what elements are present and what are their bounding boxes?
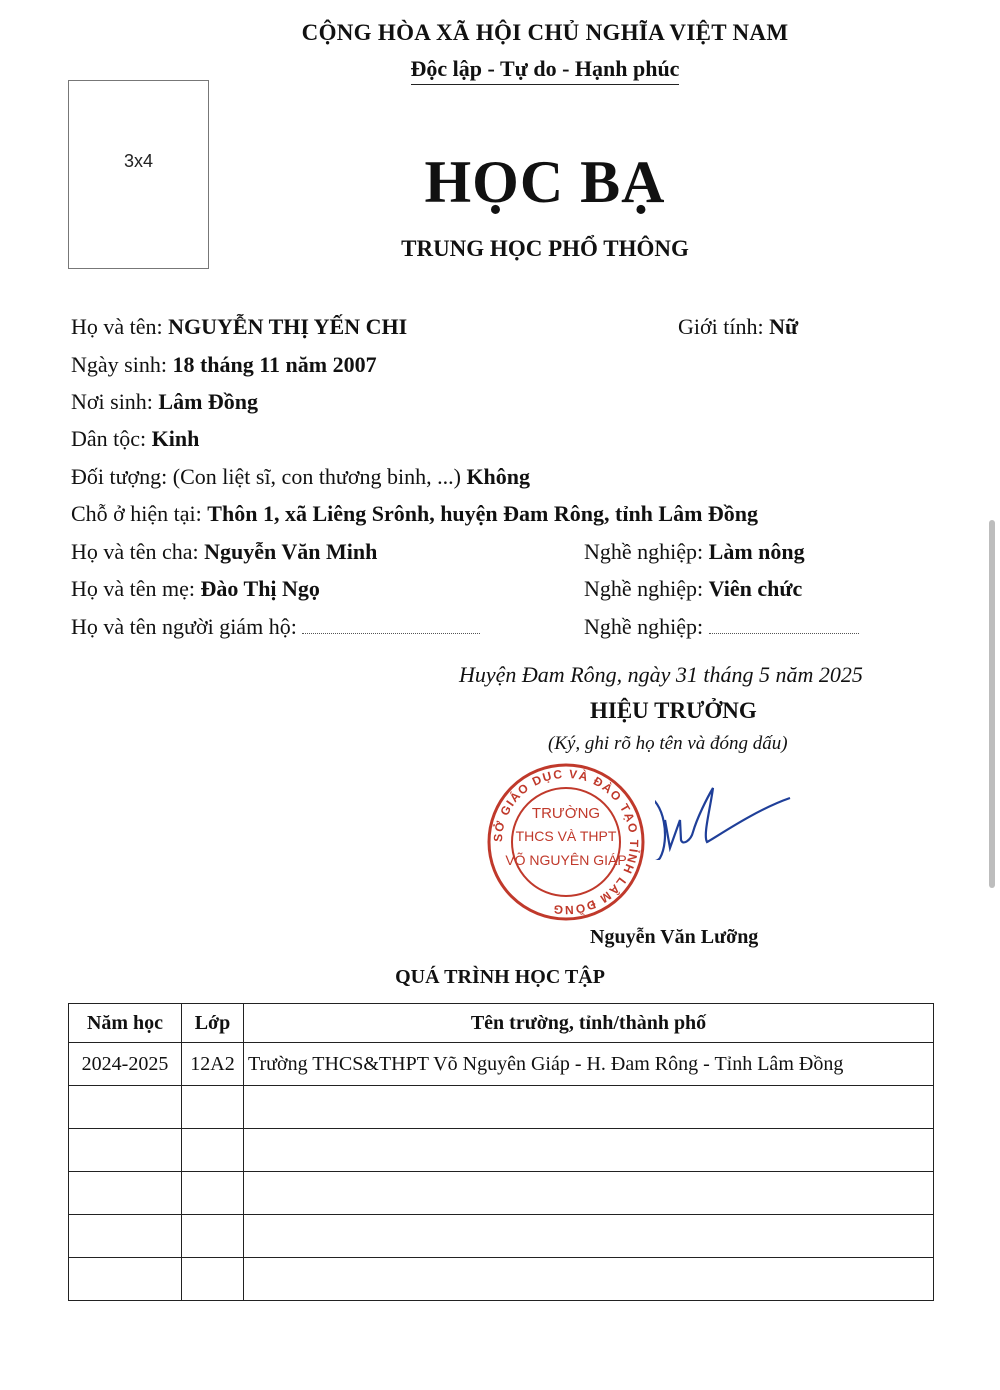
- place-date: Huyện Đam Rông, ngày 31 tháng 5 năm 2025: [459, 662, 863, 687]
- signature-loop: [655, 794, 665, 860]
- name-line: [71, 314, 407, 340]
- mother-line: [71, 576, 320, 602]
- stamp-line-2: THCS VÀ THPT: [515, 828, 617, 844]
- dob-line: [71, 352, 377, 378]
- pob-value: Lâm Đồng: [158, 389, 259, 414]
- dob-label: Ngày sinh:: [71, 352, 167, 377]
- cell-school-year: 2024-2025: [69, 1043, 182, 1086]
- header-school-name: Tên trường, tỉnh/thành phố: [244, 1004, 934, 1043]
- header-school-year: Năm học: [69, 1004, 182, 1043]
- cell-school-name: Trường THCS&THPT Võ Nguyên Giáp - H. Đam Rông - Tỉnh Lâm Đồng: [244, 1043, 934, 1086]
- mother-job: Viên chức: [708, 576, 803, 601]
- category-line: [71, 464, 530, 490]
- principal-signature: [655, 780, 795, 860]
- table-row: [69, 1215, 934, 1258]
- guardian-line: [71, 614, 480, 640]
- dob-value: 18 tháng 11 năm 2007: [172, 352, 377, 377]
- guardian-label: Họ và tên người giám hộ:: [71, 614, 297, 639]
- father-label: Họ và tên cha:: [71, 539, 199, 564]
- ethnicity-label: Dân tộc:: [71, 426, 147, 451]
- ethnicity-value: Kinh: [151, 426, 200, 451]
- signature-note: (Ký, ghi rõ họ tên và đóng dấu): [548, 733, 788, 754]
- photo-size-label: 3x4: [123, 151, 154, 171]
- category-value: Không: [466, 464, 531, 489]
- address-value: Thôn 1, xã Liêng Srônh, huyện Đam Rông, tỉnh Lâm Đồng: [207, 501, 759, 526]
- category-label: Đối tượng: (Con liệt sĩ, con thương binh, ...): [71, 464, 461, 489]
- gender-value: Nữ: [769, 314, 799, 339]
- school-stamp: [486, 762, 646, 922]
- cell-school-name: [244, 1215, 934, 1258]
- cell-school-year: [69, 1129, 182, 1172]
- student-name: NGUYỄN THỊ YẾN CHI: [168, 314, 408, 339]
- cell-school-name: [244, 1086, 934, 1129]
- cell-class: [182, 1172, 244, 1215]
- name-label: Họ và tên:: [71, 314, 163, 339]
- nation-header: CỘNG HÒA XÃ HỘI CHỦ NGHĨA VIỆT NAM: [301, 20, 789, 45]
- cell-school-year: [69, 1086, 182, 1129]
- vertical-scrollbar[interactable]: [989, 520, 995, 888]
- mother-name: Đào Thị Ngọ: [200, 576, 320, 601]
- pob-line: [71, 389, 258, 415]
- father-job: Làm nông: [708, 539, 805, 564]
- father-job-line: [584, 539, 805, 565]
- history-title: QUÁ TRÌNH HỌC TẬP: [395, 966, 605, 988]
- cell-school-name: [244, 1258, 934, 1301]
- father-line: [71, 539, 377, 565]
- cell-class: [182, 1258, 244, 1301]
- father-name: Nguyễn Văn Minh: [204, 539, 378, 564]
- signer-name: Nguyễn Văn Lưỡng: [590, 926, 759, 948]
- guardian-job-blank: [709, 619, 859, 634]
- document-subtitle: TRUNG HỌC PHỔ THÔNG: [401, 236, 689, 261]
- document-title: HỌC BẠ: [424, 149, 666, 215]
- table-row: [69, 1043, 934, 1086]
- stamp-line-1: TRƯỜNG: [531, 805, 601, 822]
- stamp-line-3: VÕ NGUYÊN GIÁP: [505, 852, 627, 868]
- guardian-job-line: [584, 614, 859, 640]
- address-label: Chỗ ở hiện tại:: [71, 501, 202, 526]
- ethnicity-line: [71, 426, 199, 452]
- cell-school-year: [69, 1258, 182, 1301]
- gender-label: Giới tính:: [678, 314, 764, 339]
- cell-school-name: [244, 1172, 934, 1215]
- guardian-blank: [302, 619, 480, 634]
- cell-school-name: [244, 1129, 934, 1172]
- motto: Độc lập - Tự do - Hạnh phúc: [411, 56, 680, 85]
- cell-class: [182, 1086, 244, 1129]
- cell-school-year: [69, 1172, 182, 1215]
- mother-label: Họ và tên mẹ:: [71, 576, 196, 601]
- address-line: [71, 501, 758, 527]
- cell-class: [182, 1129, 244, 1172]
- header-class: Lớp: [182, 1004, 244, 1043]
- history-header-row: [69, 1004, 934, 1043]
- cell-class: 12A2: [182, 1043, 244, 1086]
- table-row: [69, 1129, 934, 1172]
- cell-class: [182, 1215, 244, 1258]
- pob-label: Nơi sinh:: [71, 389, 153, 414]
- table-row: [69, 1258, 934, 1301]
- cell-school-year: [69, 1215, 182, 1258]
- principal-title: HIỆU TRƯỞNG: [590, 698, 757, 723]
- history-table: [68, 1003, 934, 1301]
- father-job-label: Nghề nghiệp:: [584, 539, 704, 564]
- guardian-job-label: Nghề nghiệp:: [584, 614, 704, 639]
- mother-job-line: [584, 576, 802, 602]
- mother-job-label: Nghề nghiệp:: [584, 576, 704, 601]
- table-row: [69, 1086, 934, 1129]
- stamp-outer-text: SỞ GIÁO DỤC VÀ ĐÀO TẠO TỈNH LÂM ĐỒNG: [490, 766, 642, 918]
- signature-stroke: [665, 788, 790, 848]
- table-row: [69, 1172, 934, 1215]
- gender-line: [678, 314, 798, 340]
